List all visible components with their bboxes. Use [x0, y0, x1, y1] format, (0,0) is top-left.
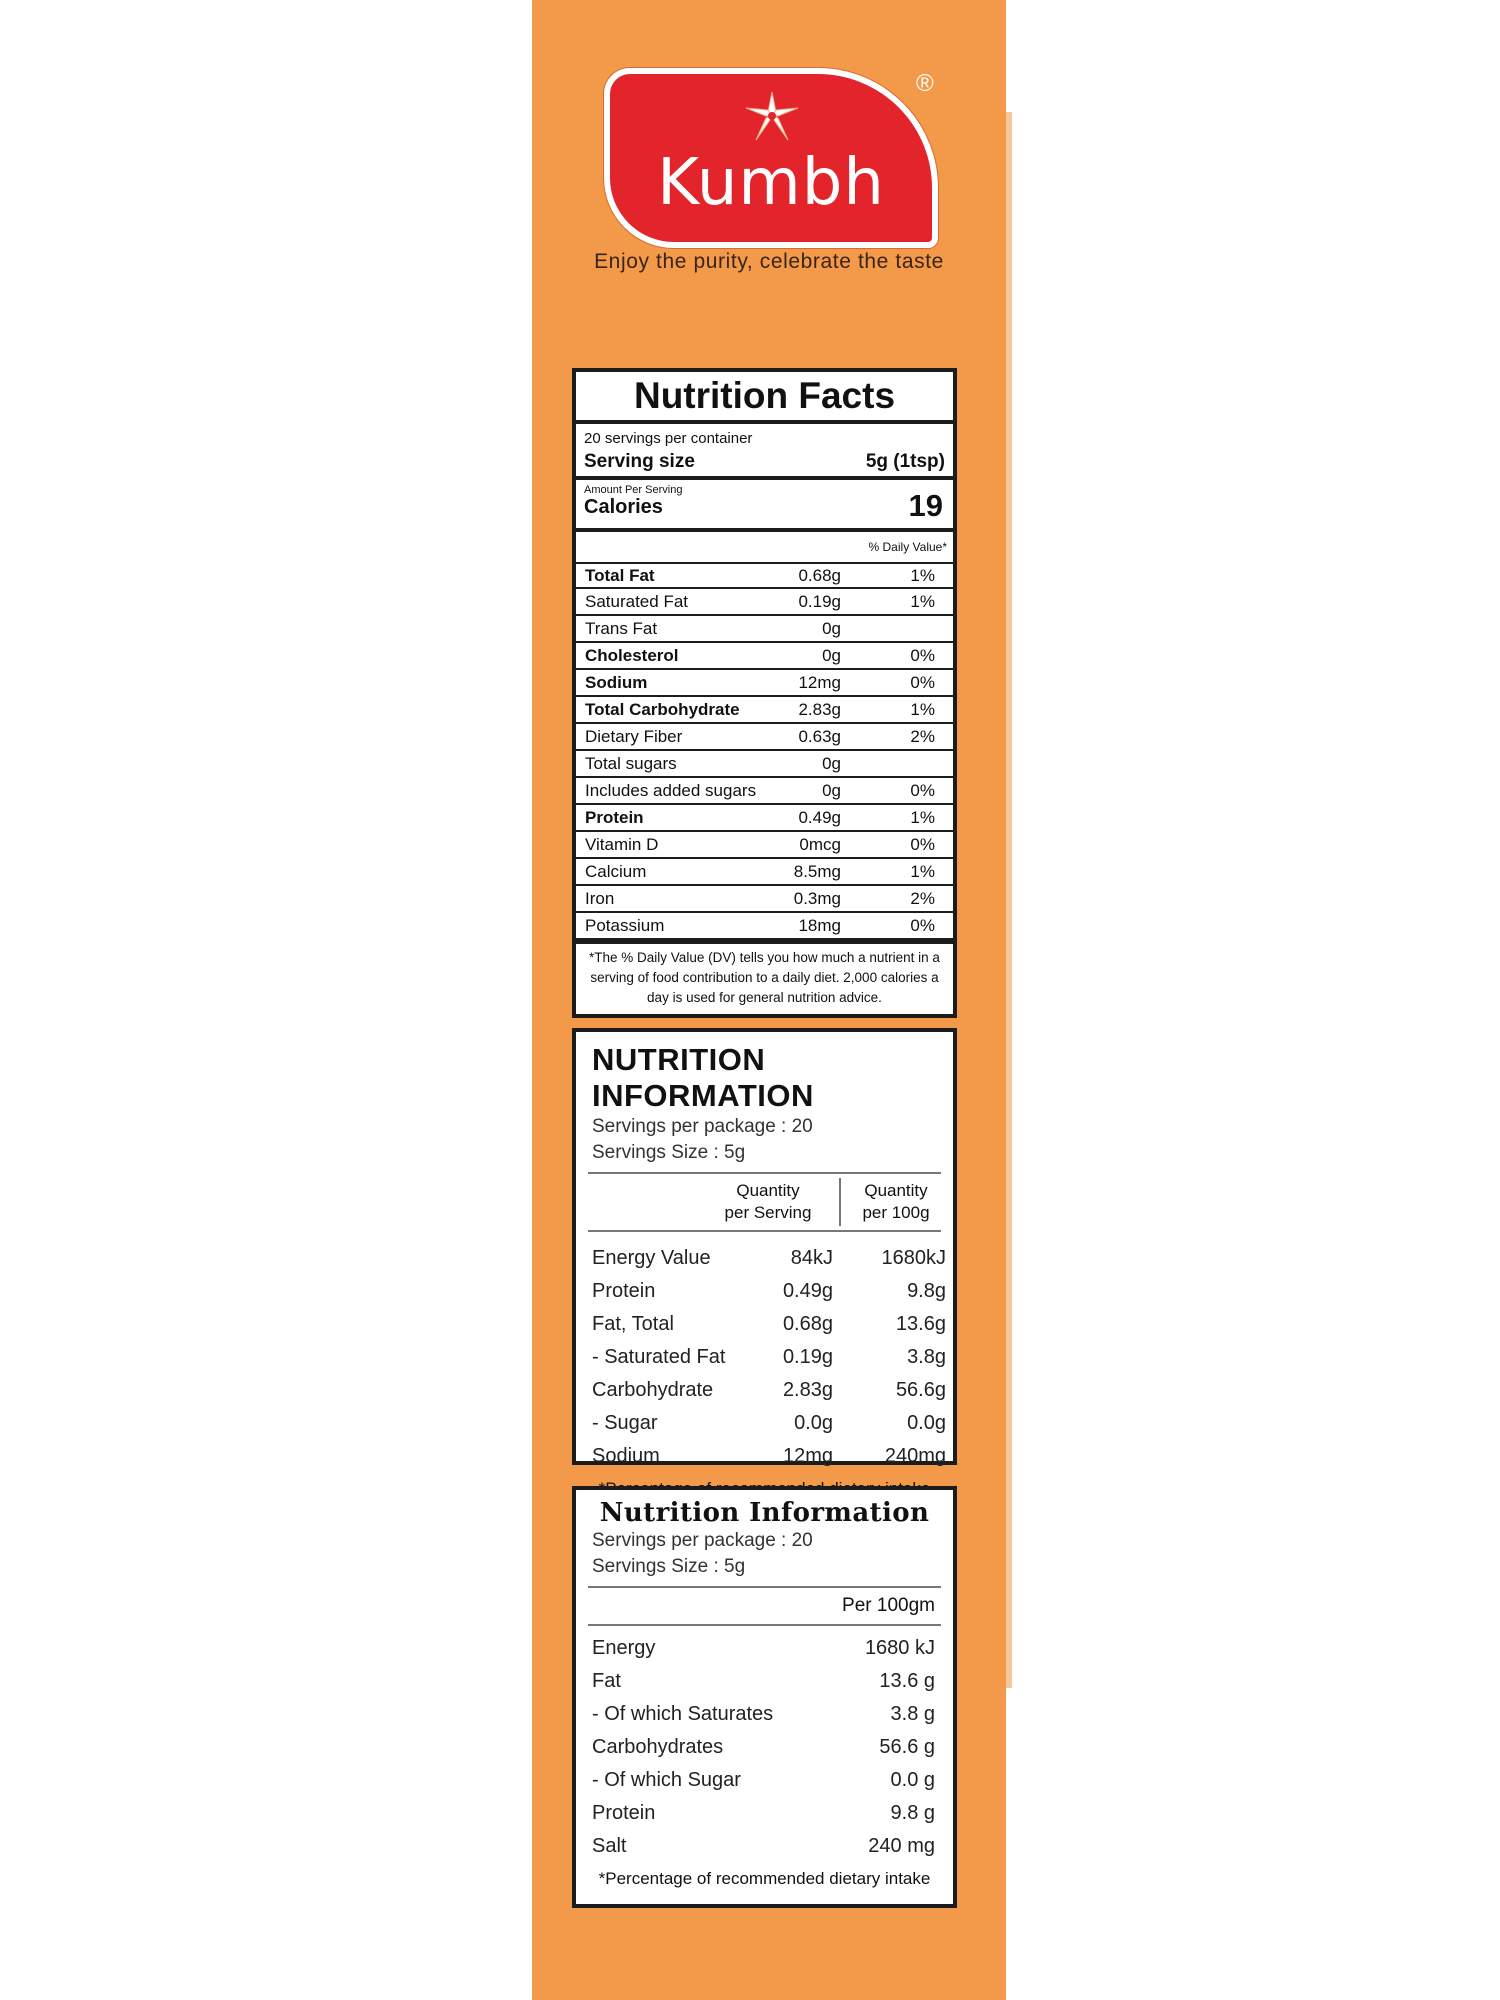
nutrient-daily-value: 2%: [910, 726, 935, 746]
nutrient-name: Protein: [585, 807, 644, 827]
servings-per-container: 20 servings per container: [584, 430, 753, 447]
nutrient-daily-value: 0%: [910, 834, 935, 854]
nutrient-name: Fat: [592, 1670, 621, 1692]
col-per-serving-header: [723, 1180, 813, 1224]
serving-size: Servings Size : 5g: [592, 1142, 746, 1163]
table-row: [576, 589, 953, 616]
nutrient-amount: 0.68g: [798, 565, 841, 585]
nutrient-name: Includes added sugars: [585, 780, 757, 800]
table-row: [576, 1308, 953, 1341]
nutrient-name: - Of which Saturates: [592, 1703, 774, 1725]
nutrient-name: - Saturated Fat: [592, 1346, 726, 1368]
calories-value: 19: [908, 488, 943, 523]
per-100g-value: 0.0g: [907, 1412, 946, 1434]
per-100gm-value: 56.6 g: [879, 1736, 935, 1758]
table-row: [576, 751, 953, 778]
nutrient-daily-value: 0%: [910, 672, 935, 692]
nutrient-daily-value: 0%: [910, 780, 935, 800]
nutrient-daily-value: 0%: [910, 645, 935, 665]
column-divider: [839, 1178, 841, 1226]
brand-name: Kumbh: [657, 146, 885, 220]
table-row: [576, 913, 953, 940]
serving-size-value: 5g (1tsp): [865, 451, 945, 472]
nutrient-amount: 8.5mg: [793, 861, 841, 881]
table-row: [576, 1797, 953, 1830]
per-100gm-header: Per 100gm: [588, 1588, 941, 1626]
nutrient-amount: 0mcg: [799, 834, 841, 854]
per-100g-value: 56.6g: [895, 1379, 946, 1401]
table-row: [576, 1665, 953, 1698]
nutrient-amount: 18mg: [798, 915, 841, 935]
per-100gm-value: 0.0 g: [890, 1769, 935, 1791]
table-row: [576, 1407, 953, 1440]
nutrient-name: Calcium: [585, 861, 647, 881]
nutrient-name: Sodium: [592, 1445, 660, 1467]
per-100gm-value: 13.6 g: [879, 1670, 935, 1692]
table-row: [576, 697, 953, 724]
nutrient-name: Protein: [592, 1802, 656, 1824]
nutrient-name: Total sugars: [585, 753, 677, 773]
column-headers: [588, 1174, 941, 1232]
nutrient-name: Carbohydrate: [592, 1379, 714, 1401]
table-row: [576, 832, 953, 859]
registered-mark: ®: [916, 70, 934, 97]
nutrient-daily-value: 1%: [910, 699, 935, 719]
nutrient-amount: 2.83g: [798, 699, 841, 719]
nutrient-amount: 0.63g: [798, 726, 841, 746]
calories-block: [576, 480, 953, 532]
nutrition-information-panel: [572, 1028, 957, 1465]
table-row: [576, 1242, 953, 1275]
col-header-line: per 100g: [862, 1203, 930, 1222]
col-per-100g-header: [851, 1180, 941, 1224]
table-row: [576, 670, 953, 697]
nutrition-facts-title: Nutrition Facts: [576, 372, 953, 424]
per-serving-value: 0.68g: [782, 1313, 833, 1335]
table-row: [576, 1341, 953, 1374]
per-serving-value: 84kJ: [790, 1247, 833, 1269]
nutrient-amount: 0g: [822, 780, 841, 800]
nutrition-information-title: NUTRITION INFORMATION: [592, 1042, 814, 1113]
nutrition-facts-rows: [576, 562, 953, 940]
nutrient-daily-value: 0%: [910, 915, 935, 935]
table-row: [576, 1764, 953, 1797]
nutrient-name: - Sugar: [592, 1412, 658, 1434]
table-row: [576, 1830, 953, 1863]
nutrient-name: Vitamin D: [585, 834, 659, 854]
nutrient-name: Cholesterol: [585, 645, 679, 665]
serving-size-label: Serving size: [584, 451, 695, 472]
table-row: [576, 1275, 953, 1308]
table-row: [576, 859, 953, 886]
table-row: [576, 1440, 953, 1473]
col-header-line: per Serving: [724, 1203, 812, 1222]
nutrient-amount: 0.49g: [798, 807, 841, 827]
per-serving-value: 0.19g: [782, 1346, 833, 1368]
brand-logo: [600, 64, 934, 240]
servings-per-package: Servings per package : 20: [592, 1530, 813, 1551]
per-100g-value: 9.8g: [907, 1280, 946, 1302]
serving-info: [576, 424, 953, 480]
nutrition-facts-panel: [572, 368, 957, 1018]
table-row: [576, 805, 953, 832]
amount-per-serving: Amount Per Serving: [584, 484, 683, 496]
table-row: [576, 643, 953, 670]
calories-label: Calories: [584, 496, 663, 518]
nutrient-daily-value: 1%: [910, 807, 935, 827]
daily-value-header: % Daily Value*: [868, 540, 947, 554]
per-serving-value: 12mg: [782, 1445, 833, 1467]
nutrient-daily-value: 1%: [910, 591, 935, 611]
table-row: [576, 1632, 953, 1665]
per-100g-value: 3.8g: [907, 1346, 946, 1368]
nutrient-name: Sodium: [585, 672, 648, 692]
nutrition-information-rows: [576, 1242, 953, 1473]
nutrition-information-per-100gm-panel: [572, 1486, 957, 1908]
daily-value-footnote: *The % Daily Value (DV) tells you how much a nutrient in a serving of food contribution to a daily diet. 2,000 calories a day is used for general nutrition advice.: [576, 940, 953, 1012]
nutrient-amount: 0g: [822, 618, 841, 638]
dietary-intake-footnote: *Percentage of recommended dietary intake: [598, 1869, 931, 1888]
nutrient-name: Fat, Total: [592, 1313, 674, 1335]
col-header-line: Quantity: [736, 1181, 800, 1200]
table-row: [576, 616, 953, 643]
col-header-line: Quantity: [864, 1181, 928, 1200]
per-serving-value: 0.49g: [782, 1280, 833, 1302]
per-serving-value: 2.83g: [782, 1379, 833, 1401]
nutrient-daily-value: 1%: [910, 565, 935, 585]
per-100gm-value: 240 mg: [868, 1835, 935, 1857]
nutrient-name: Energy: [592, 1637, 656, 1659]
nutrient-name: Salt: [592, 1835, 627, 1857]
per-100gm-value: 1680 kJ: [864, 1637, 935, 1659]
table-row: [576, 1698, 953, 1731]
brand-tagline: Enjoy the purity, celebrate the taste: [594, 250, 944, 273]
nutrient-name: Dietary Fiber: [585, 726, 683, 746]
per-100gm-value: 9.8 g: [890, 1802, 935, 1824]
nutrient-name: Carbohydrates: [592, 1736, 724, 1758]
nutrient-amount: 12mg: [798, 672, 841, 692]
table-row: [576, 778, 953, 805]
nutrient-amount: 0g: [822, 645, 841, 665]
serving-size: Servings Size : 5g: [592, 1556, 746, 1577]
nutrient-name: Protein: [592, 1280, 656, 1302]
nutrition-information-2-rows: [576, 1632, 953, 1863]
logo-badge: [604, 68, 938, 248]
per-serving-value: 0.0g: [794, 1412, 833, 1434]
nutrient-daily-value: 2%: [910, 888, 935, 908]
table-row: [576, 886, 953, 913]
per-100gm-value: 3.8 g: [890, 1703, 935, 1725]
nutrient-name: - Of which Sugar: [592, 1769, 741, 1791]
table-row: [576, 1731, 953, 1764]
nutrient-amount: 0.3mg: [793, 888, 841, 908]
table-row: [576, 1374, 953, 1407]
nutrient-amount: 0.19g: [798, 591, 841, 611]
nutrient-name: Saturated Fat: [585, 591, 689, 611]
nutrient-name: Total Carbohydrate: [585, 699, 740, 719]
nutrient-amount: 0g: [822, 753, 841, 773]
table-row: [576, 724, 953, 751]
package-edge: [1006, 112, 1012, 1688]
servings-per-package: Servings per package : 20: [592, 1116, 813, 1137]
nutrient-name: Energy Value: [592, 1247, 711, 1269]
nutrient-name: Trans Fat: [585, 618, 658, 638]
nutrient-name: Total Fat: [585, 565, 655, 585]
per-100g-value: 13.6g: [895, 1313, 946, 1335]
per-100g-value: 1680kJ: [881, 1247, 946, 1269]
nutrient-name: Potassium: [585, 915, 665, 935]
table-row: [576, 562, 953, 589]
per-100g-value: 240mg: [884, 1445, 946, 1467]
nutrition-information-2-title: Nutrition Information: [599, 1498, 930, 1528]
star-anise-icon: [742, 88, 802, 144]
nutrient-daily-value: 1%: [910, 861, 935, 881]
nutrient-name: Iron: [585, 888, 615, 908]
